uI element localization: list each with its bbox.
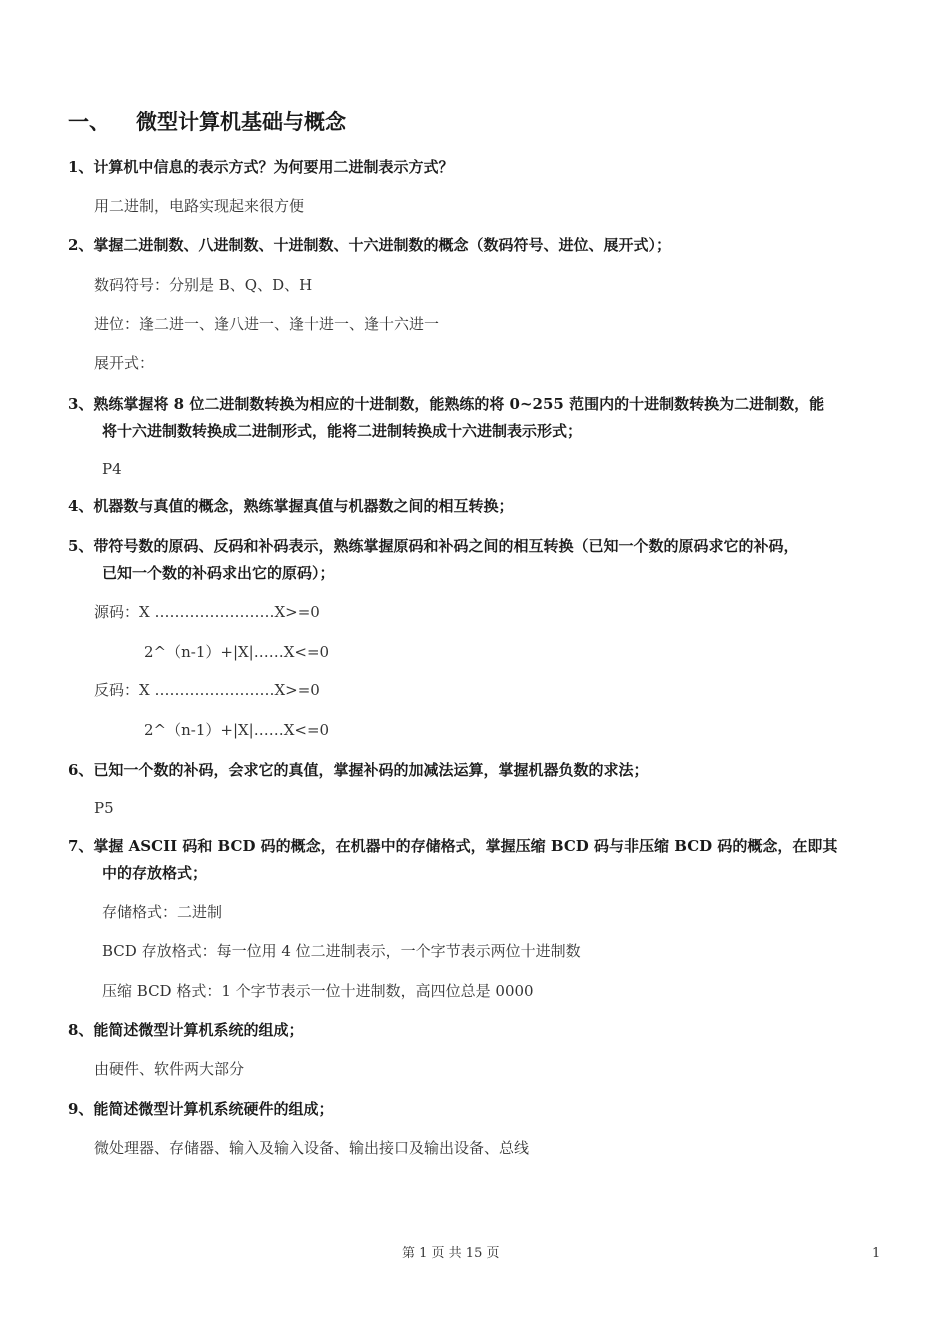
answer-7-storage: 存储格式：二进制 <box>102 903 223 921</box>
answer-7-packed-bcd: 压缩 BCD 格式：1 个字节表示一位十进制数，高四位总是 0000 <box>102 982 534 1000</box>
answer-5-sign-magnitude: 源码：X ……………………X>=0 <box>94 603 320 621</box>
question-8: 8、能简述微型计算机系统的组成； <box>68 1021 304 1039</box>
answer-3: P4 <box>102 460 122 478</box>
question-7-cont: 中的存放格式； <box>102 864 208 882</box>
answer-2-carry: 进位：逢二进一、逢八进一、逢十进一、逢十六进一 <box>94 315 440 333</box>
page-number: 1 <box>872 1246 881 1261</box>
question-6: 6、已知一个数的补码，会求它的真值，掌握补码的加减法运算，掌握机器负数的求法； <box>68 761 649 779</box>
answer-2-symbols: 数码符号：分别是 B、Q、D、H <box>94 276 313 294</box>
answer-6: P5 <box>94 799 114 817</box>
answer-5-ones-complement-neg: 2^（n-1）+|X|……X<=0 <box>144 721 330 739</box>
question-3: 3、熟练掌握将 8 位二进制数转换为相应的十进制数，能熟练的将 0~255 范围内的十进制数转换为二进制数，能 <box>68 395 825 413</box>
question-5: 5、带符号数的原码、反码和补码表示，熟练掌握原码和补码之间的相互转换（已知一个数的原码求它的补码， <box>68 537 799 555</box>
question-7: 7、掌握 ASCII 码和 BCD 码的概念，在机器中的存储格式，掌握压缩 BCD 码与非压缩 BCD 码的概念，在即其 <box>68 837 838 855</box>
question-5-cont: 已知一个数的补码求出它的原码）； <box>102 564 335 582</box>
question-9: 9、能简述微型计算机系统硬件的组成； <box>68 1100 334 1118</box>
answer-8: 由硬件、软件两大部分 <box>94 1060 245 1078</box>
answer-9: 微处理器、存储器、输入及输入设备、输出接口及输出设备、总线 <box>94 1139 530 1157</box>
section-title: 微型计算机基础与概念 <box>136 109 346 134</box>
section-number: 一、 <box>68 109 110 134</box>
answer-1: 用二进制，电路实现起来很方便 <box>94 197 305 215</box>
question-4: 4、机器数与真值的概念，熟练掌握真值与机器数之间的相互转换； <box>68 497 514 515</box>
question-1: 1、计算机中信息的表示方式？为何要用二进制表示方式？ <box>68 158 454 176</box>
question-3-cont: 将十六进制数转换成二进制形式，能将二进制转换成十六进制表示形式； <box>102 422 583 440</box>
page-label: 第 1 页 共 15 页 <box>402 1246 500 1261</box>
answer-2-expansion: 展开式： <box>94 354 155 372</box>
answer-7-bcd: BCD 存放格式：每一位用 4 位二进制表示，一个字节表示两位十进制数 <box>102 942 581 960</box>
answer-5-ones-complement: 反码：X ……………………X>=0 <box>94 681 320 699</box>
answer-5-sign-magnitude-neg: 2^（n-1）+|X|……X<=0 <box>144 643 330 661</box>
question-2: 2、掌握二进制数、八进制数、十进制数、十六进制数的概念（数码符号、进位、展开式）； <box>68 236 671 254</box>
